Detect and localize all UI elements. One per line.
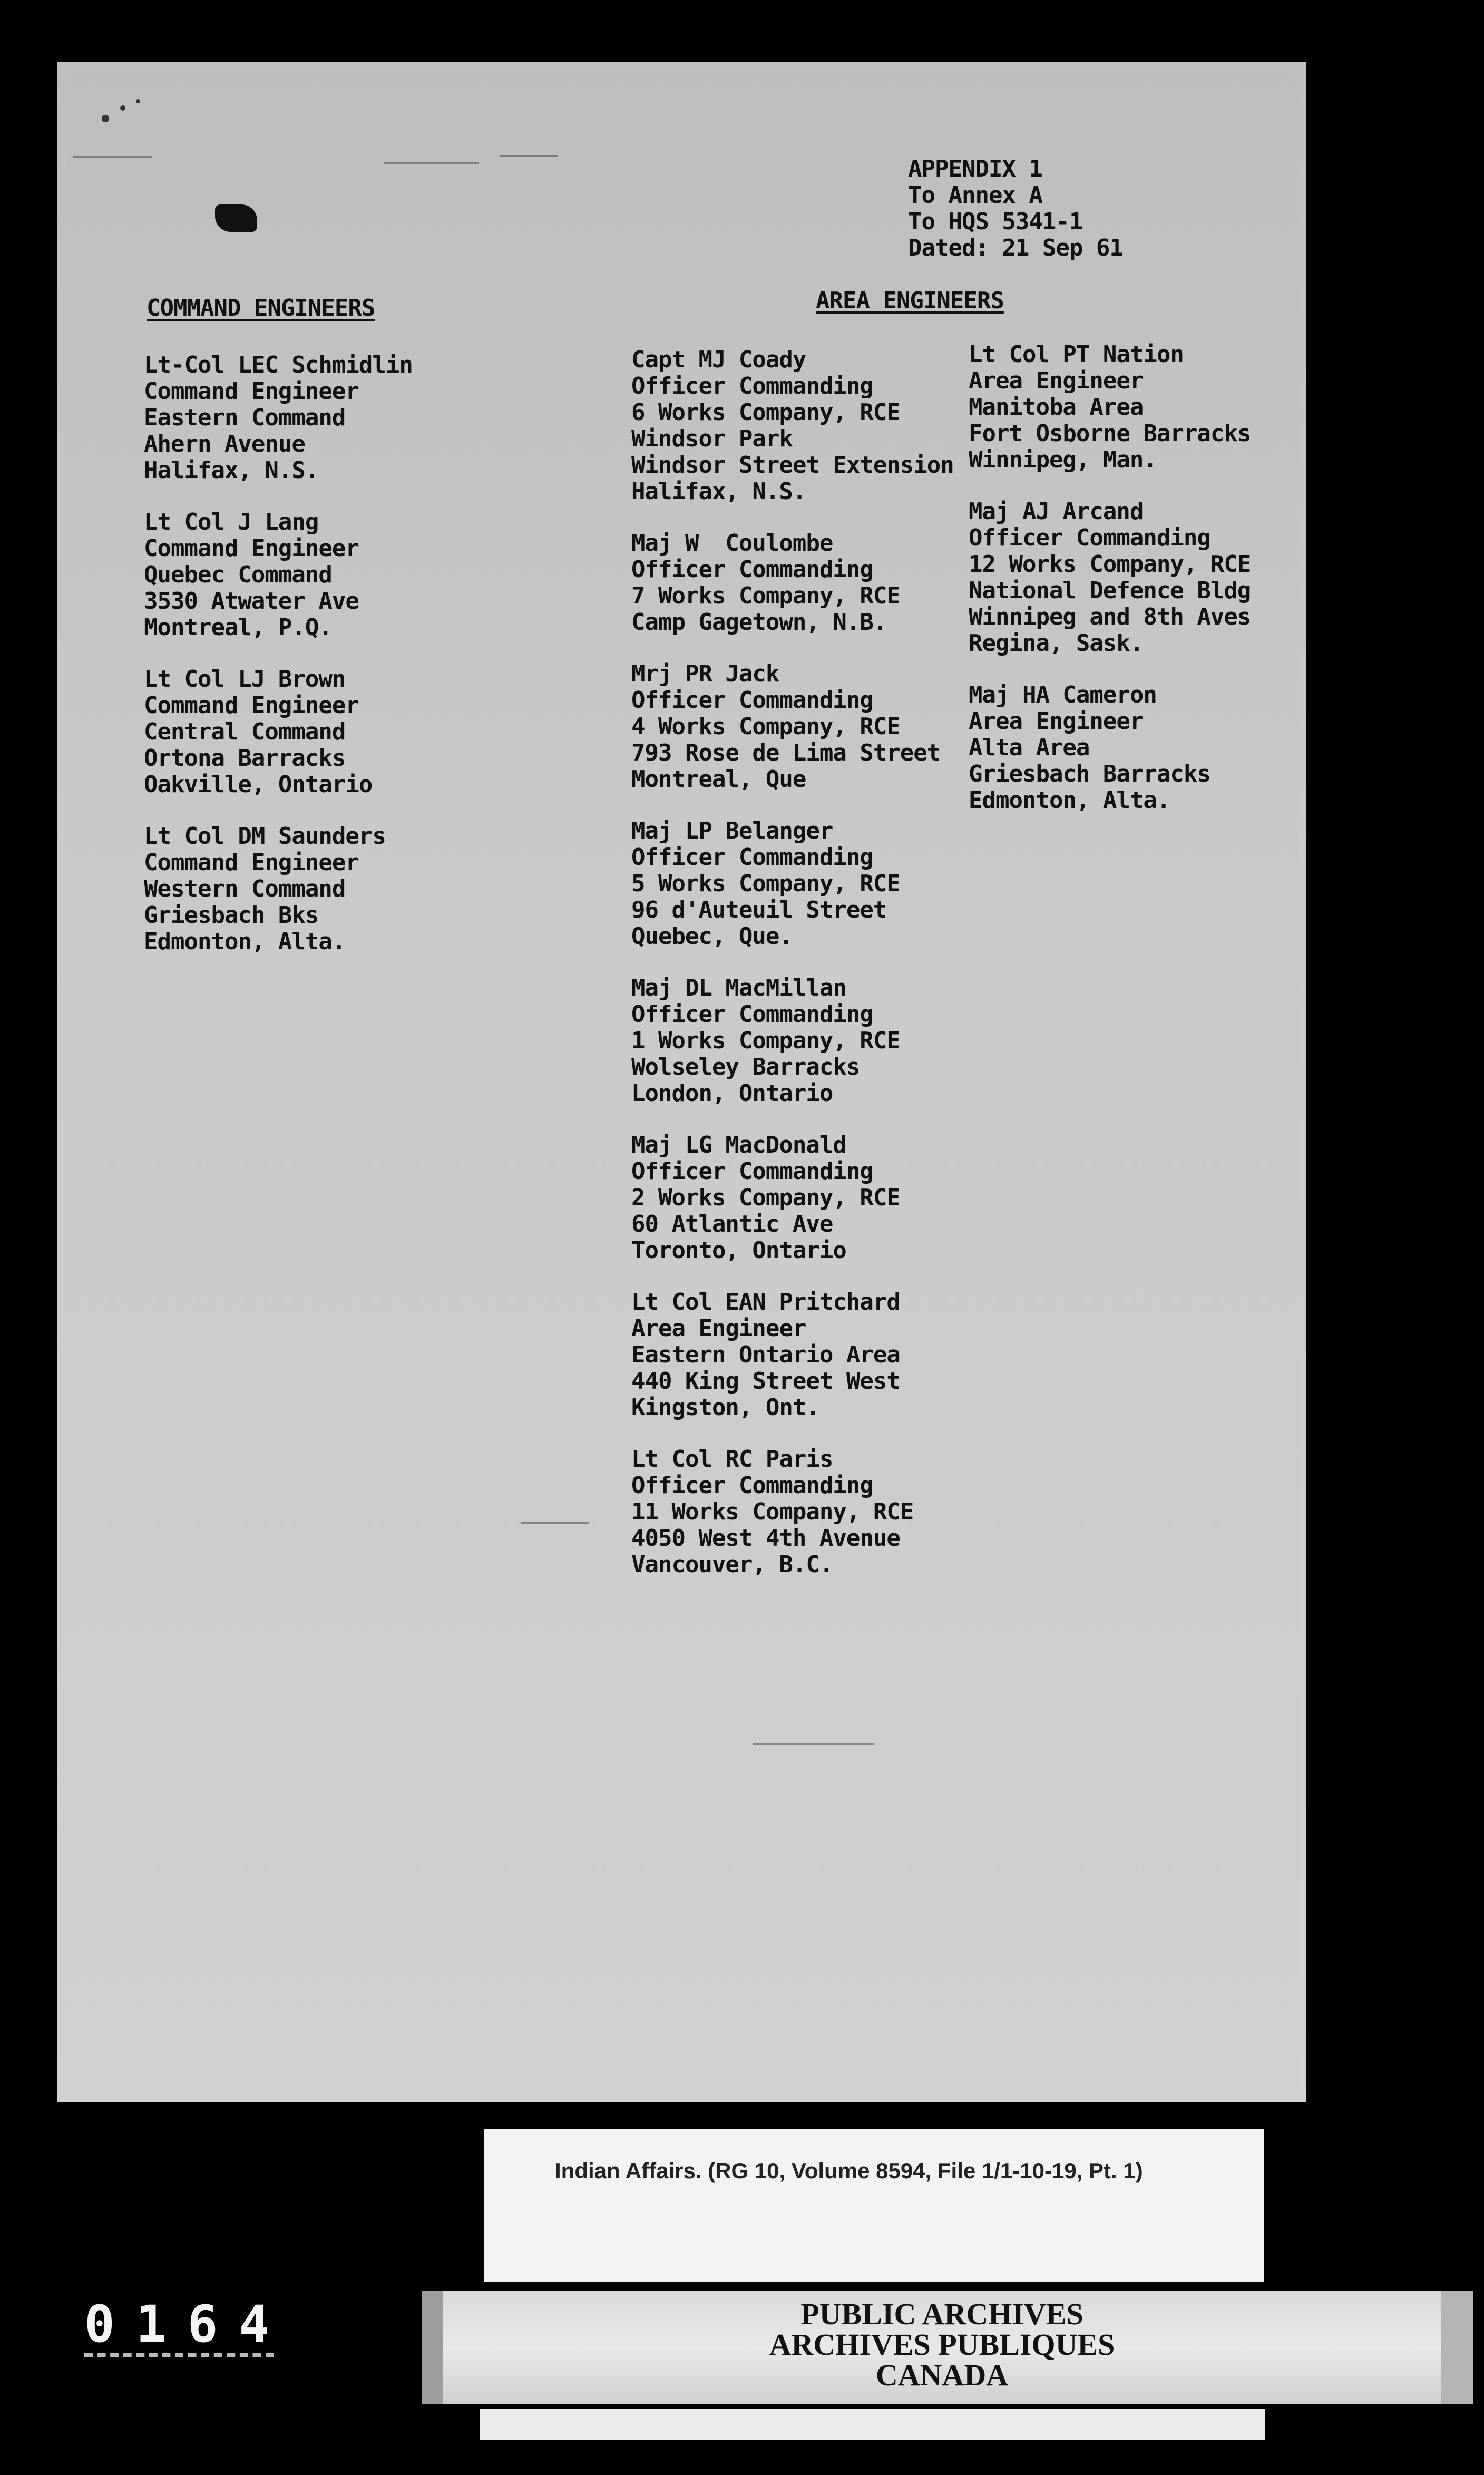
- area-engineers-list-2: [969, 342, 1251, 839]
- engineer-name: Lt-Col LEC Schmidlin: [144, 352, 413, 378]
- appendix-block: [908, 156, 1123, 261]
- appendix-line: Dated: 21 Sep 61: [908, 235, 1123, 261]
- address-line: 1 Works Company, RCE: [631, 1027, 900, 1054]
- address-line: Area Engineer: [969, 367, 1144, 394]
- address-line: Officer Commanding: [631, 1472, 873, 1499]
- address-line: Officer Commanding: [631, 556, 873, 583]
- address-line: Regina, Sask.: [969, 630, 1144, 657]
- engineer-entry: [144, 509, 413, 641]
- address-line: Vancouver, B.C.: [631, 1551, 833, 1578]
- stamp-line: PUBLIC ARCHIVES: [800, 2297, 1083, 2331]
- address-line: 5 Works Company, RCE: [631, 870, 900, 897]
- address-line: Command Engineer: [144, 849, 359, 876]
- appendix-line: APPENDIX 1: [908, 155, 1042, 182]
- engineer-entry: [631, 818, 954, 950]
- address-line: Area Engineer: [631, 1315, 806, 1342]
- address-line: 440 King Street West: [631, 1368, 900, 1395]
- engineer-name: Maj LP Belanger: [631, 817, 833, 844]
- scratch-mark: [753, 1743, 874, 1745]
- engineer-entry: [144, 823, 413, 955]
- frame-number: 0164: [84, 2295, 274, 2357]
- address-line: Windsor Street Extension: [631, 452, 954, 479]
- address-line: Griesbach Barracks: [969, 761, 1210, 787]
- address-line: Area Engineer: [969, 708, 1144, 735]
- address-line: Quebec Command: [144, 561, 332, 588]
- appendix-line: To Annex A: [908, 182, 1042, 209]
- address-line: National Defence Bldg: [969, 577, 1251, 604]
- address-line: Toronto, Ontario: [631, 1237, 846, 1264]
- archives-stamp: [422, 2291, 1473, 2404]
- address-line: Eastern Ontario Area: [631, 1341, 900, 1368]
- film-strip-edge: [480, 2409, 1265, 2440]
- address-line: Command Engineer: [144, 535, 359, 562]
- address-line: Kingston, Ont.: [631, 1394, 819, 1421]
- engineer-entry: [631, 530, 954, 636]
- address-line: 3530 Atwater Ave: [144, 588, 359, 615]
- engineer-name: Maj HA Cameron: [969, 681, 1157, 708]
- address-line: Winnipeg and 8th Aves: [969, 603, 1251, 630]
- address-line: 793 Rose de Lima Street: [631, 739, 941, 766]
- address-line: Officer Commanding: [631, 1001, 873, 1028]
- archives-stamp-text: [443, 2299, 1441, 2391]
- engineer-name: Capt MJ Coady: [631, 346, 806, 373]
- engineer-name: Maj LG MacDonald: [631, 1132, 846, 1158]
- address-line: Montreal, P.Q.: [144, 614, 332, 641]
- address-line: Fort Osborne Barracks: [969, 420, 1251, 447]
- address-line: London, Ontario: [631, 1080, 833, 1107]
- address-line: Quebec, Que.: [631, 923, 793, 950]
- engineer-name: Lt Col EAN Pritchard: [631, 1289, 900, 1316]
- stamp-line: ARCHIVES PUBLIQUES: [769, 2327, 1115, 2362]
- address-line: Halifax, N.S.: [144, 457, 319, 484]
- command-engineers-heading: COMMAND ENGINEERS: [147, 295, 375, 321]
- address-line: Ortona Barracks: [144, 745, 346, 772]
- address-line: 4050 West 4th Avenue: [631, 1525, 900, 1552]
- engineer-entry: [969, 682, 1251, 814]
- stamp-line: CANADA: [875, 2358, 1009, 2392]
- scratch-mark: [521, 1522, 589, 1524]
- engineer-entry: [631, 347, 954, 505]
- engineer-name: Lt Col RC Paris: [631, 1446, 833, 1473]
- engineer-name: Maj DL MacMillan: [631, 975, 846, 1001]
- ink-smudge: [215, 204, 257, 232]
- address-line: Griesbach Bks: [144, 902, 319, 929]
- ink-spot: [136, 99, 140, 103]
- address-line: Halifax, N.S.: [631, 478, 806, 505]
- address-line: Officer Commanding: [631, 844, 873, 871]
- engineer-entry: [969, 499, 1251, 657]
- address-line: Officer Commanding: [969, 524, 1210, 551]
- address-line: Wolseley Barracks: [631, 1054, 860, 1080]
- address-line: Command Engineer: [144, 378, 359, 405]
- ink-spot: [120, 105, 125, 111]
- document-page: [57, 62, 1306, 2102]
- address-line: Edmonton, Alta.: [144, 928, 346, 955]
- engineer-entry: [144, 352, 413, 484]
- address-line: 4 Works Company, RCE: [631, 713, 900, 740]
- scratch-mark: [384, 162, 479, 164]
- address-line: 12 Works Company, RCE: [969, 551, 1251, 578]
- address-line: Officer Commanding: [631, 1158, 873, 1185]
- appendix-line: To HQS 5341-1: [908, 208, 1083, 235]
- engineer-name: Lt Col DM Saunders: [144, 823, 386, 850]
- address-line: Ahern Avenue: [144, 431, 305, 457]
- engineer-entry: [631, 975, 954, 1107]
- engineer-entry: [631, 1446, 954, 1578]
- archive-reference: Indian Affairs. (RG 10, Volume 8594, File 1/1-10-19, Pt. 1): [555, 2158, 1143, 2183]
- engineer-name: Maj AJ Arcand: [969, 498, 1144, 525]
- engineer-entry: [631, 1132, 954, 1264]
- address-line: 96 d'Auteuil Street: [631, 897, 887, 923]
- address-line: 60 Atlantic Ave: [631, 1211, 833, 1238]
- engineer-name: Lt Col LJ Brown: [144, 666, 346, 693]
- address-line: Alta Area: [969, 734, 1090, 761]
- address-line: Edmonton, Alta.: [969, 787, 1170, 814]
- area-engineers-heading: AREA ENGINEERS: [816, 287, 1004, 314]
- scratch-mark: [73, 156, 152, 158]
- address-line: Camp Gagetown, N.B.: [631, 609, 887, 636]
- address-line: Western Command: [144, 875, 346, 902]
- address-line: Winnipeg, Man.: [969, 446, 1157, 473]
- engineer-entry: [144, 666, 413, 798]
- address-line: Montreal, Que: [631, 766, 806, 793]
- engineer-name: Maj W Coulombe: [631, 530, 833, 557]
- engineer-entry: [631, 661, 954, 793]
- address-line: Manitoba Area: [969, 394, 1144, 421]
- address-line: Oakville, Ontario: [144, 771, 373, 798]
- area-engineers-list-1: [631, 347, 954, 1603]
- address-line: 6 Works Company, RCE: [631, 399, 900, 426]
- archive-reference-card: [484, 2129, 1264, 2282]
- address-line: 11 Works Company, RCE: [631, 1498, 914, 1525]
- address-line: 2 Works Company, RCE: [631, 1184, 900, 1211]
- address-line: Officer Commanding: [631, 687, 873, 714]
- address-line: Command Engineer: [144, 692, 359, 719]
- engineer-name: Lt Col J Lang: [144, 509, 319, 535]
- address-line: Officer Commanding: [631, 373, 873, 399]
- engineer-entry: [631, 1289, 954, 1421]
- address-line: Windsor Park: [631, 425, 793, 452]
- address-line: Eastern Command: [144, 404, 346, 431]
- engineer-name: Mrj PR Jack: [631, 660, 779, 687]
- address-line: 7 Works Company, RCE: [631, 582, 900, 609]
- ink-spot: [102, 115, 109, 122]
- scratch-mark: [500, 155, 558, 157]
- engineer-entry: [969, 342, 1251, 473]
- address-line: Central Command: [144, 718, 346, 745]
- command-engineers-list: [144, 352, 413, 980]
- engineer-name: Lt Col PT Nation: [969, 341, 1184, 368]
